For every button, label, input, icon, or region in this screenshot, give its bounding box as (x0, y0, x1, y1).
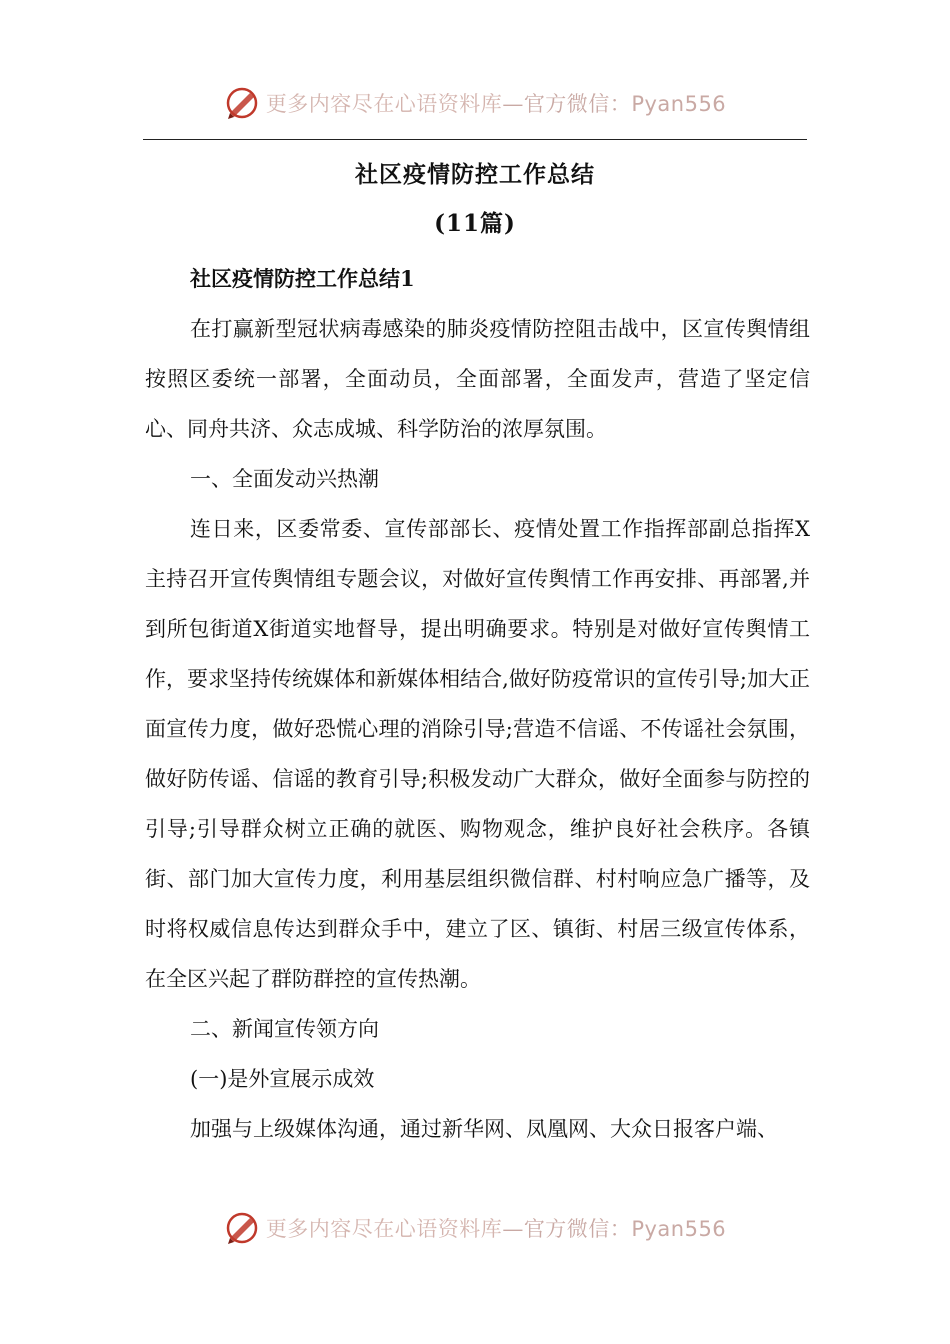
heading-2: 二、新闻宣传领方向 (190, 1017, 379, 1041)
heading-1: 一、全面发动兴热潮 (190, 467, 379, 491)
subheading: (一)是外宣展示成效 (190, 1067, 375, 1091)
top-watermark-banner (0, 83, 950, 123)
pen-logo-icon (224, 85, 260, 121)
watermark-text: 更多内容尽在心语资料库—官方微信：Pyan556 (265, 92, 727, 116)
paragraph: 在打赢新型冠状病毒感染的肺炎疫情防控阻击战中，区宣传舆情组按照区委统一部署，全面动员，全面部署，全面发声，营造了坚定信心、同舟共济、众志成城、科学防治的浓厚氛围。 (145, 317, 810, 441)
paragraph: 加强与上级媒体沟通，通过新华网、凤凰网、大众日报客户端、 (190, 1117, 778, 1141)
document-title: 社区疫情防控工作总结 (355, 161, 595, 188)
pen-logo-icon (224, 1210, 260, 1246)
header-divider (143, 139, 807, 140)
paragraph: 连日来，区委常委、宣传部部长、疫情处置工作指挥部副总指挥X主持召开宣传舆情组专题会议，对做好宣传舆情工作再安排、再部署,并到所包街道X街道实地督导，提出明确要求。特别是对做好宣传舆情工作，要求坚持传统媒体和新媒体相结合,做好防疫常识的宣传引导;加大正面宣传力度，做好恐慌心理的消除引导;营造不信谣、不传谣社会氛围，做好防传谣、信谣的教育引导;积极发动广大群众，做好全面参与防控的引导;引导群众树立正确的就医、购物观念，维护良好社会秩序。各镇街、部门加大宣传力度，利用基层组织微信群、村村响应急广播等，及时将权威信息传达到群众手中，建立了区、镇街、村居三级宣传体系，在全区兴起了群防群控的宣传热潮。 (145, 517, 810, 991)
document-subtitle: (11篇) (434, 210, 516, 237)
section-title: 社区疫情防控工作总结1 (190, 266, 415, 291)
watermark-text: 更多内容尽在心语资料库—官方微信：Pyan556 (265, 1217, 727, 1241)
document-body (145, 254, 810, 1154)
bottom-watermark-banner (0, 1208, 950, 1248)
